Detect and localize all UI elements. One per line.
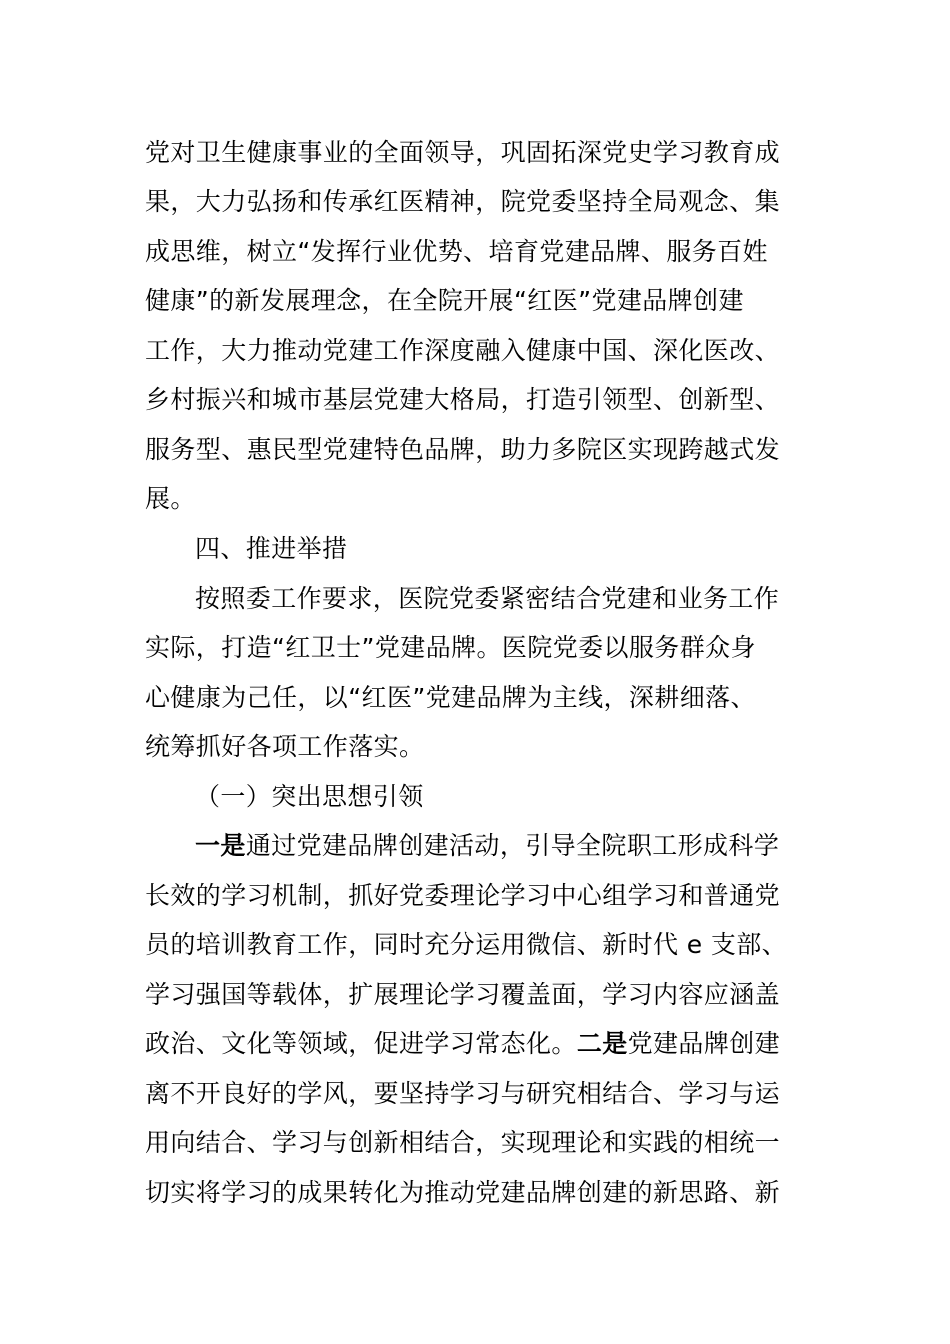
body-text-line xyxy=(195,826,815,866)
body-text-line: 统筹抓好各项工作落实。 xyxy=(145,732,425,761)
body-text-line: 展。 xyxy=(145,484,196,513)
subsection-heading: （一）突出思想引领 xyxy=(195,782,424,811)
body-text-line: 乡村振兴和城市基层党建大格局，打造引领型、创新型、 xyxy=(145,385,781,414)
emphasis-second: 二是 xyxy=(576,1029,628,1058)
body-text-line: 用向结合、学习与创新相结合，实现理论和实践的相统一 xyxy=(145,1128,781,1157)
body-text-line: 果，大力弘扬和传承红医精神，院党委坚持全局观念、集 xyxy=(145,187,781,216)
emphasis-first: 一是 xyxy=(195,831,246,860)
body-text-line: 健康”的新发展理念，在全院开展“红医”党建品牌创建 xyxy=(145,286,744,315)
body-text-line: 服务型、惠民型党建特色品牌，助力多院区实现跨越式发 xyxy=(145,435,781,464)
body-text-line: 学习强国等载体，扩展理论学习覆盖面，学习内容应涵盖 xyxy=(145,980,781,1009)
body-text-line: 党对卫生健康事业的全面领导，巩固拓深党史学习教育成 xyxy=(145,138,781,167)
body-text-line: 心健康为己任，以“红医”党建品牌为主线，深耕细落、 xyxy=(145,683,756,712)
body-text-line: 按照委工作要求，医院党委紧密结合党建和业务工作 xyxy=(195,584,780,613)
body-text-line: 员的培训教育工作，同时充分运用微信、新时代 e 支部、 xyxy=(145,930,788,959)
body-text-line: 长效的学习机制，抓好党委理论学习中心组学习和普通党 xyxy=(145,881,781,910)
section-heading: 四、推进举措 xyxy=(195,534,348,563)
body-text-span: 党建品牌创建 xyxy=(627,1029,781,1058)
body-text-span: 政治、文化等领域，促进学习常态化。 xyxy=(145,1029,577,1058)
body-text-span: 通过党建品牌创建活动，引导全院职工形成科学 xyxy=(245,831,780,860)
body-text-line: 切实将学习的成果转化为推动党建品牌创建的新思路、新 xyxy=(145,1178,781,1207)
body-text-line: 实际，打造“红卫士”党建品牌。医院党委以服务群众身 xyxy=(145,633,756,662)
body-text-line: 离不开良好的学风，要坚持学习与研究相结合、学习与运 xyxy=(145,1079,781,1108)
body-text-line: 工作，大力推动党建工作深度融入健康中国、深化医改、 xyxy=(145,336,781,365)
body-text-line xyxy=(145,1024,815,1064)
body-text-line: 成思维，树立“发挥行业优势、培育党建品牌、服务百姓 xyxy=(145,237,768,266)
